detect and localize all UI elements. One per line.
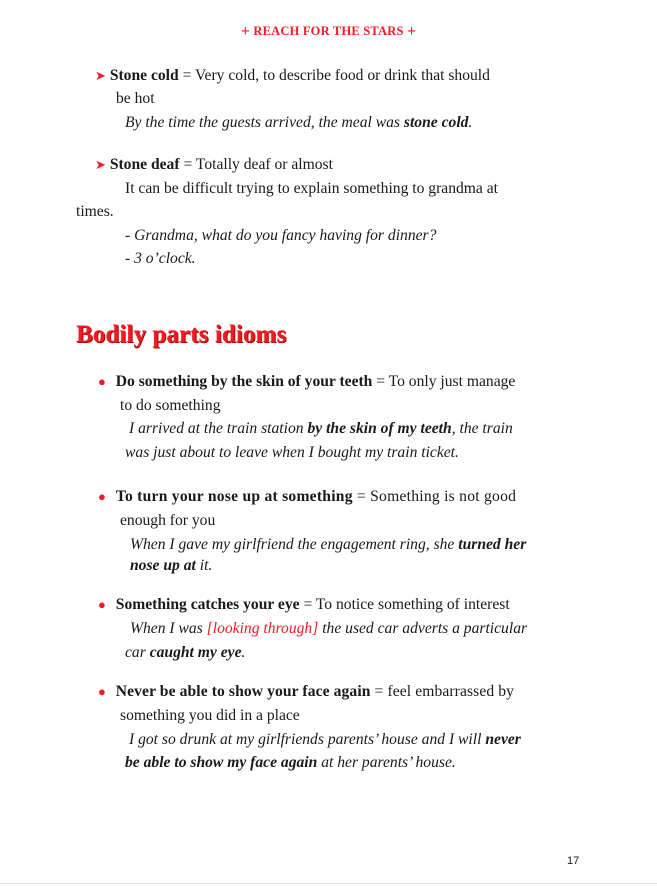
idiom-nose-entry — [98, 488, 516, 506]
page-number: 17 — [567, 855, 580, 867]
example-idiom: be able to show my face again — [125, 754, 318, 771]
stone-deaf-text-cont: times. — [76, 203, 114, 220]
example-text: at her parents’ house. — [317, 754, 456, 771]
example-text: By the time the guests arrived, the meal was — [125, 114, 404, 131]
example-text: the used car adverts a particular — [318, 620, 528, 637]
page-bottom-rule — [0, 883, 657, 884]
stone-cold-definition-cont: be hot — [116, 90, 155, 107]
idiom-face-example — [129, 731, 521, 749]
dialogue-line-1: - Grandma, what do you fancy having for dinner? — [125, 227, 437, 244]
stone-cold-example — [125, 114, 472, 132]
example-idiom: by the skin of my teeth — [307, 420, 452, 437]
dialogue-line-2: - 3 o’clock. — [125, 250, 196, 267]
idiom-nose-term: To turn your nose up at something — [115, 488, 353, 505]
idiom-skin-example-cont: was just about to leave when I bought my train ticket. — [125, 444, 459, 461]
stone-deaf-text: It can be difficult trying to explain something to grandma at — [125, 180, 499, 197]
idiom-face-example-cont — [125, 754, 456, 772]
idiom-eye-entry — [98, 596, 510, 614]
idiom-skin-example — [129, 420, 513, 438]
idiom-face-term: Never be able to show your face again — [115, 683, 371, 700]
example-highlight: [looking through] — [206, 620, 319, 637]
example-idiom: never — [485, 731, 521, 748]
example-text: . — [468, 114, 473, 131]
stone-cold-definition: = Very cold, to describe food or drink that should — [182, 67, 490, 84]
idiom-eye-definition: = To notice something of interest — [299, 596, 510, 613]
example-text: When I gave my girlfriend the engagement ring, she — [130, 536, 459, 553]
example-text: , the train — [451, 420, 513, 437]
idiom-skin-term: Do something by the skin of your teeth — [115, 373, 373, 390]
idiom-face-definition-cont: something you did in a place — [120, 707, 300, 724]
example-text: car — [125, 644, 150, 661]
round-bullet-icon: ● — [98, 374, 106, 389]
example-idiom: nose up at — [130, 557, 196, 574]
header-title: REACH FOR THE STARS — [253, 24, 404, 38]
example-text: it. — [195, 557, 213, 574]
stone-deaf-definition: = Totally deaf or almost — [183, 156, 333, 173]
running-header — [0, 23, 657, 41]
idiom-nose-example-cont — [130, 557, 212, 575]
round-bullet-icon: ● — [98, 597, 106, 612]
example-text: . — [241, 644, 246, 661]
idiom-nose-definition: = Something is not good — [352, 488, 517, 505]
idiom-eye-example-cont — [125, 644, 245, 662]
idiom-nose-example — [130, 536, 526, 554]
example-text: When I was — [130, 620, 207, 637]
example-idiom: turned her — [458, 536, 527, 553]
idiom-eye-term: Something catches your eye — [115, 596, 300, 613]
idiom-skin-definition: = To only just manage — [372, 373, 516, 390]
round-bullet-icon: ● — [98, 684, 106, 699]
idiom-skin-definition-cont: to do something — [120, 397, 221, 414]
example-idiom: stone cold — [403, 114, 469, 131]
idiom-face-definition: = feel embarrassed by — [370, 683, 515, 700]
idiom-skin-entry — [98, 373, 515, 391]
stone-deaf-term: Stone deaf — [109, 156, 180, 173]
round-bullet-icon: ● — [98, 489, 106, 504]
stone-deaf-entry — [95, 156, 333, 174]
plus-right-icon: + — [406, 23, 417, 40]
example-idiom: caught my eye — [149, 644, 242, 661]
idiom-nose-definition-cont: enough for you — [120, 512, 216, 529]
plus-left-icon: + — [240, 23, 251, 40]
arrow-bullet-icon: ➤ — [95, 68, 106, 83]
arrow-bullet-icon: ➤ — [95, 157, 106, 172]
example-text: I arrived at the train station — [129, 420, 308, 437]
idiom-eye-example — [130, 620, 527, 638]
stone-cold-term: Stone cold — [109, 67, 179, 84]
stone-cold-entry — [95, 67, 490, 85]
example-text: I got so drunk at my girlfriends parents’ house and I will — [129, 731, 486, 748]
section-title: Bodily parts idioms — [76, 321, 287, 348]
idiom-face-entry — [98, 683, 514, 701]
